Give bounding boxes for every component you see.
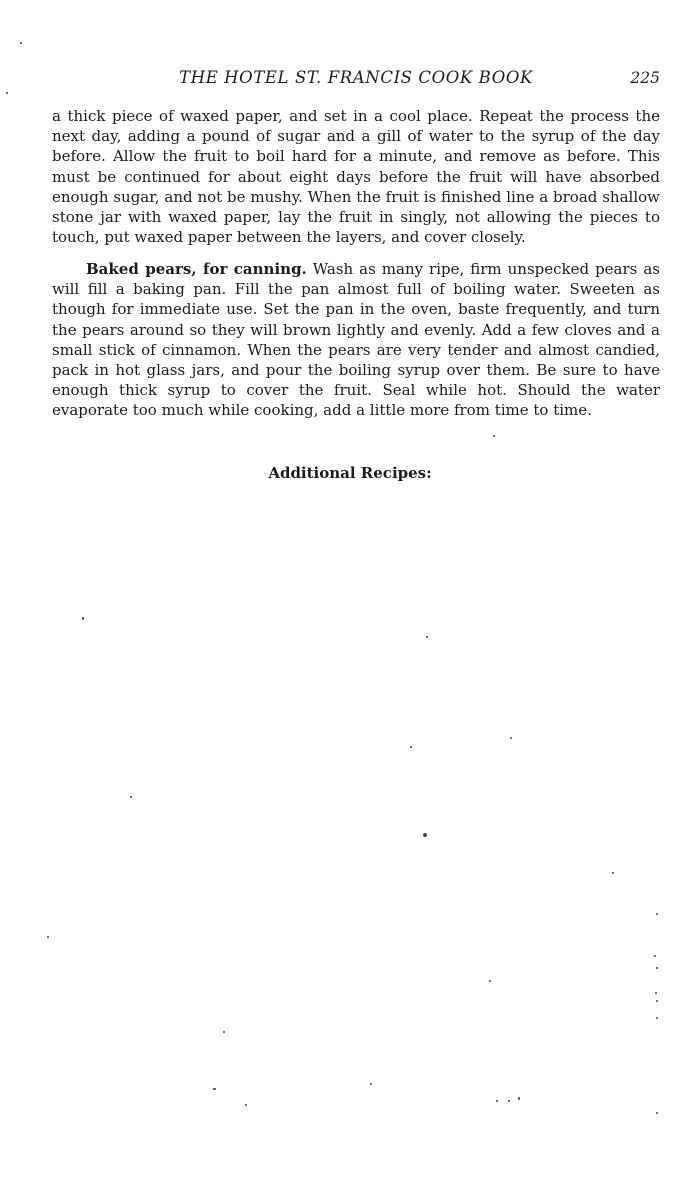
scan-speck bbox=[508, 1100, 510, 1102]
scan-speck bbox=[410, 746, 412, 748]
additional-recipes-heading: Additional Recipes: bbox=[268, 464, 432, 482]
continued-paragraph: a thick piece of waxed paper, and set in a cool place. Repeat the process the next day, adding a pound of sugar and a gill of water to the syrup of the day before. Allow the fruit to boil hard for a minute, and remove as before. This must be continued for about eight days before the fruit will have absorbed enough sugar, and not be mushy. When the fruit is finished line a broad shallow stone jar with waxed paper, lay the fruit in singly, not allowing the pieces to touch, put waxed paper between the layers, and cover closely. bbox=[52, 107, 660, 247]
scan-speck bbox=[6, 92, 8, 94]
scan-speck bbox=[656, 1000, 658, 1002]
recipe-text: Wash as many ripe, firm unspecked pears as will fill a baking pan. Fill the pan almost full of boiling water. Sweeten as though for immediate use. Set the pan in the oven, baste frequently, and turn the pears around so they will brown lightly and evenly. Add a few cloves and a small stick of cinnamon. When the pears are very tender and almost candied, pack in hot glass jars, and pour the boiling syrup over them. Be sure to have enough thick syrup to cover the fruit. Seal while hot. Should the water evaporate too much while cooking, add a little more from time to time. bbox=[52, 260, 660, 420]
scan-speck bbox=[82, 617, 84, 620]
scan-speck bbox=[130, 796, 132, 798]
scan-speck bbox=[20, 42, 22, 44]
recipe-paragraph bbox=[52, 259, 660, 421]
scan-speck bbox=[423, 833, 427, 837]
scan-speck bbox=[213, 1088, 216, 1090]
scan-speck bbox=[656, 967, 658, 969]
running-head bbox=[52, 68, 660, 92]
scan-speck bbox=[489, 980, 491, 982]
scan-speck bbox=[655, 992, 657, 994]
scan-speck bbox=[656, 913, 658, 915]
scan-speck bbox=[47, 936, 49, 938]
page-number: 225 bbox=[630, 69, 660, 87]
scan-speck bbox=[370, 1083, 372, 1085]
scan-speck bbox=[654, 955, 656, 957]
scan-speck bbox=[493, 435, 495, 437]
scan-speck bbox=[656, 1017, 658, 1019]
scan-speck bbox=[426, 636, 428, 638]
recipe-title: Baked pears, for canning. bbox=[86, 260, 307, 278]
scan-speck bbox=[510, 737, 512, 739]
scan-speck bbox=[245, 1104, 247, 1106]
scan-speck bbox=[612, 872, 614, 874]
scan-speck bbox=[496, 1100, 498, 1102]
scan-speck bbox=[656, 1112, 658, 1114]
running-title: THE HOTEL ST. FRANCIS COOK BOOK bbox=[179, 68, 533, 87]
scan-speck bbox=[518, 1097, 520, 1100]
scan-speck bbox=[223, 1031, 225, 1033]
